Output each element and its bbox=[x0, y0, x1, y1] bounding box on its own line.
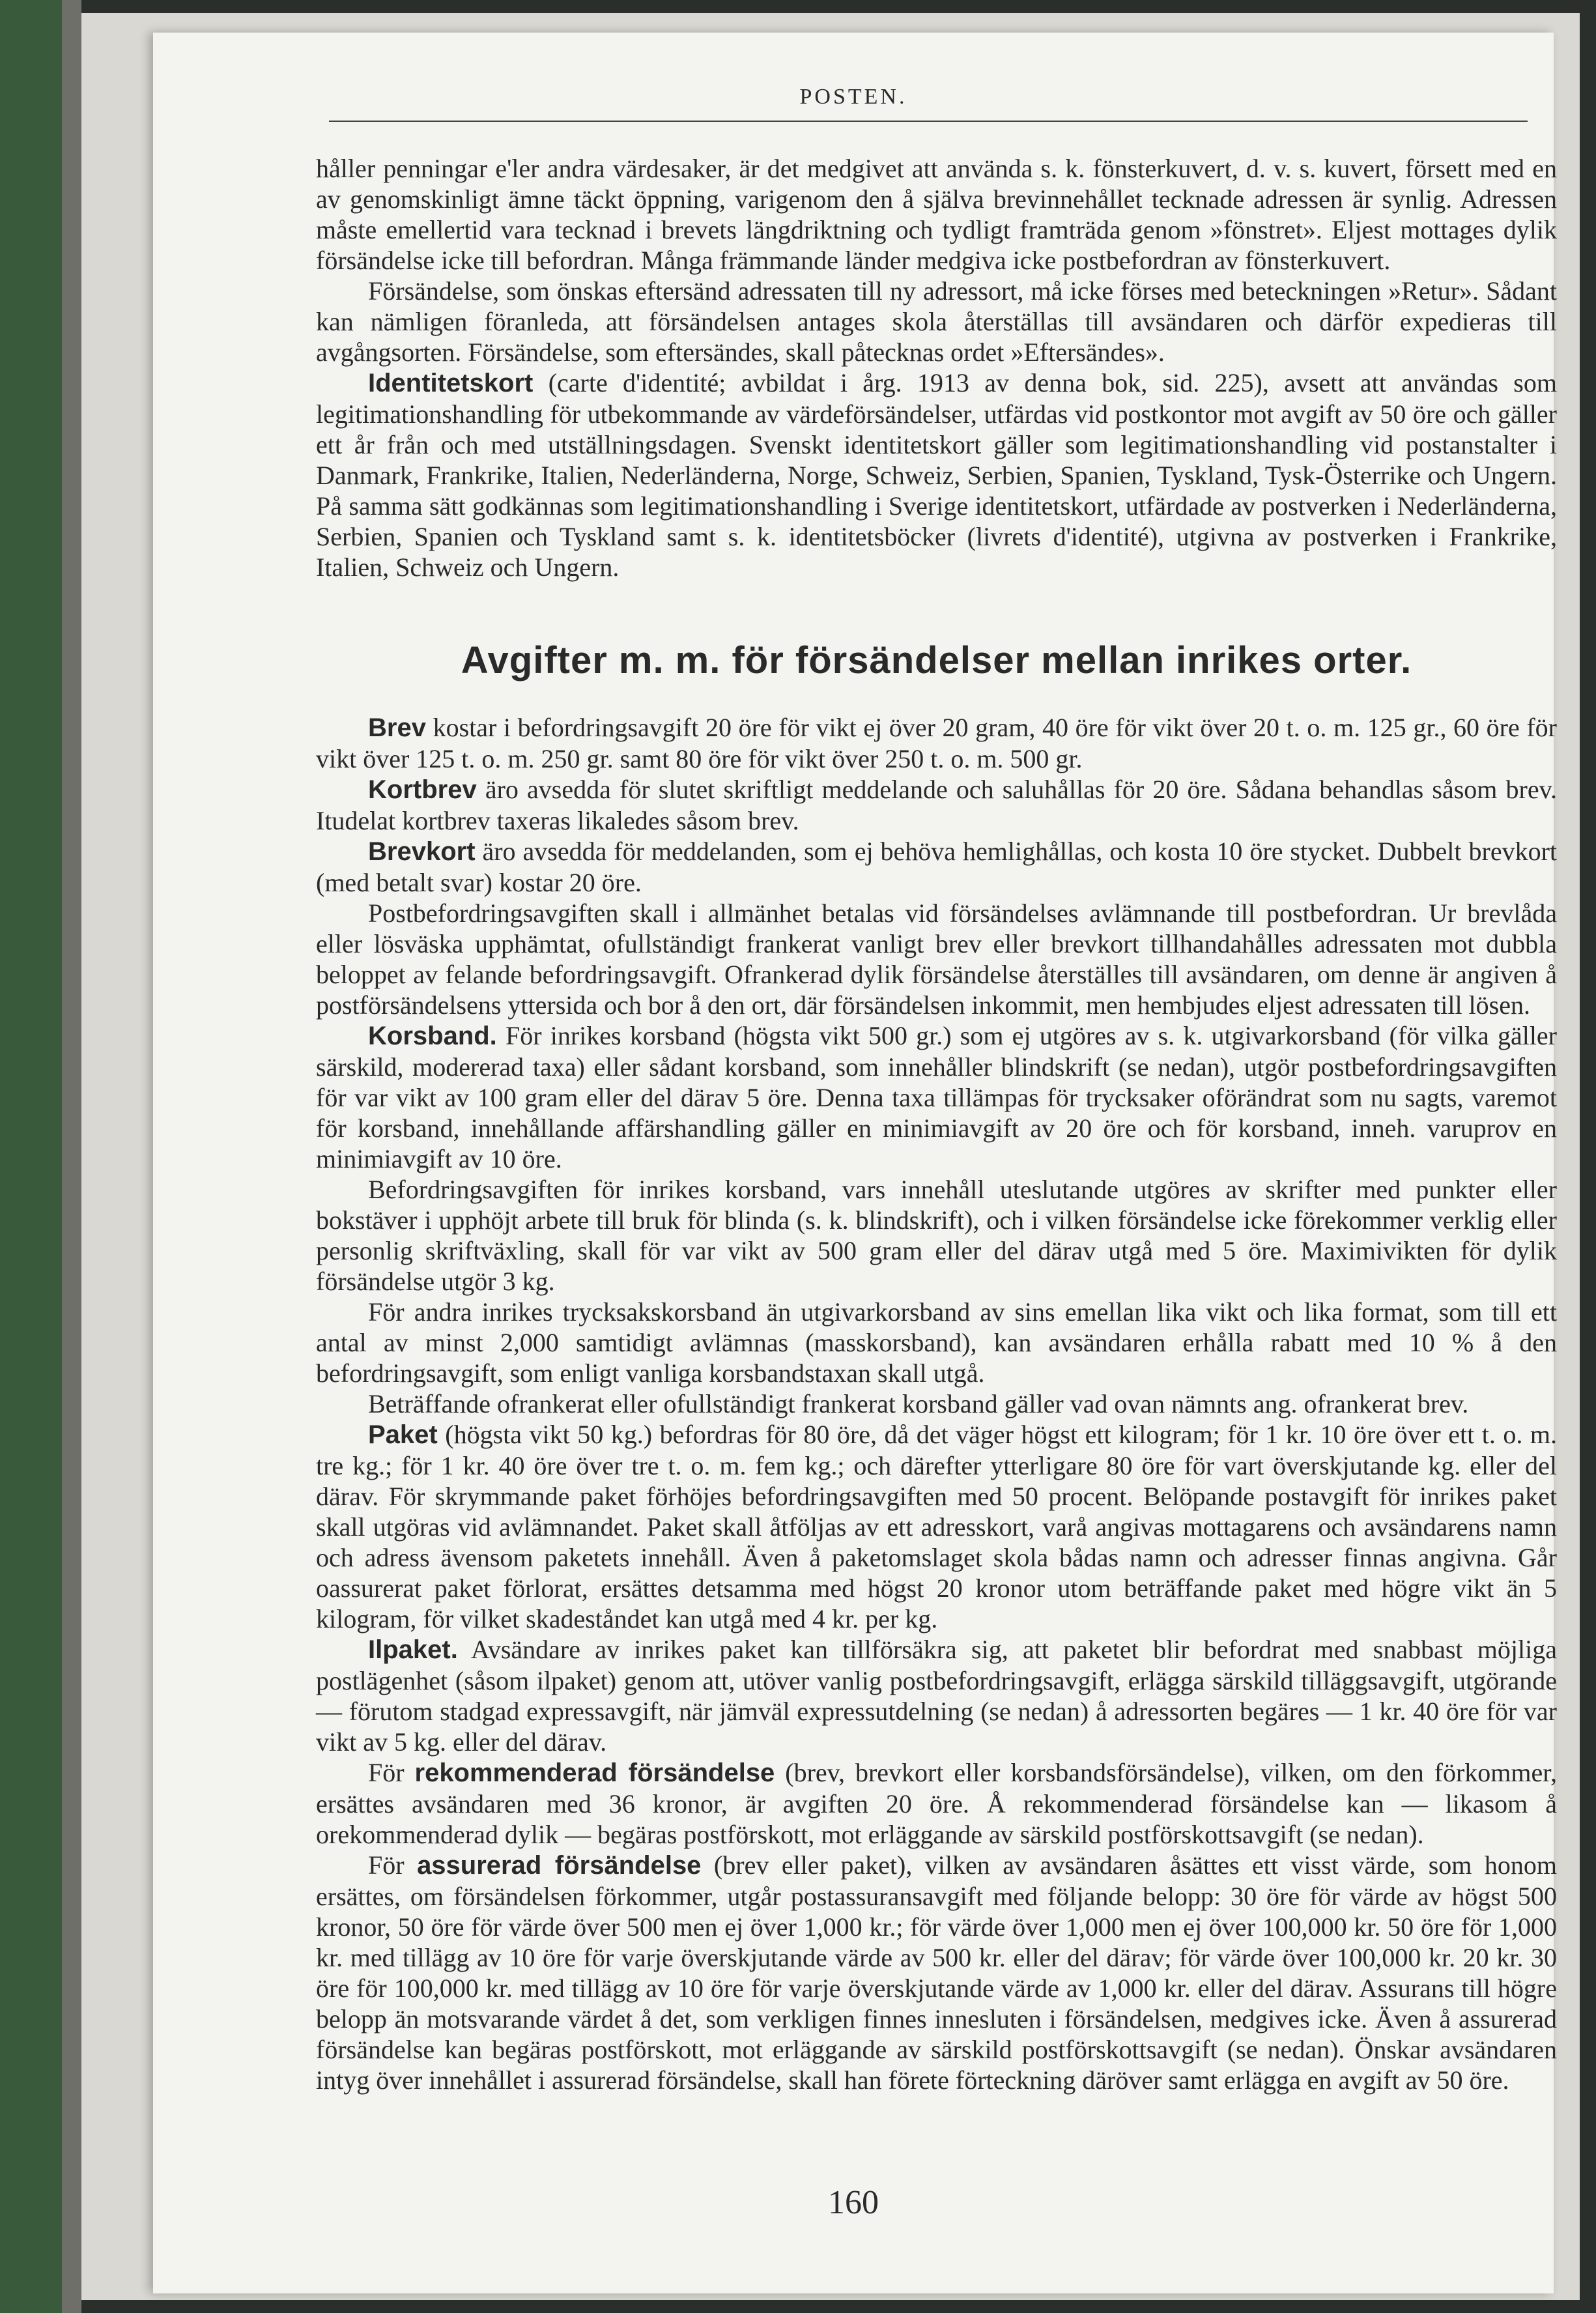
page-text bbox=[316, 153, 1557, 2095]
paragraph: Postbefordringsavgiften skall i allmänhet betalas vid försändelses avlämnande till postbefordran. Ur brevlåda eller lösväska upphämtat, ofullständigt frankerat vanligt brev eller brevkort tillhandahålles adressaten mot dubbla beloppet av felande befordringsavgift. Ofrankerad dylik försändelse återställes till avsändaren, om denne är angiven å postförsändelsens yttersida och bor å den ort, där försändelsen inkommit, men hembjudes eljest adressaten till lösen. bbox=[316, 898, 1557, 1020]
paragraph-lead: Kortbrev bbox=[368, 775, 477, 804]
paragraph-lead: Ilpaket. bbox=[368, 1635, 458, 1664]
section-title: Avgifter m. m. för försändelser mellan inrikes orter. bbox=[461, 639, 1412, 682]
paragraph: Korsband. För inrikes korsband (högsta vikt 500 gr.) som ej utgöres av s. k. utgivarkorsband (för vilka gäller särskild, modererad taxa) eller sådant korsband, som innehåller blindskrift (se nedan), utgör postbefordringsavgiften för var vikt av 100 gram eller del därav 5 öre. Denna taxa tillämpas för trycksaker oförändrat som nu sagts, varemot för korsband, innehållande affärshandling gäller en minimiavgift av 20 öre och för korsband, inneh. varuprov en minimiavgift av 10 öre. bbox=[316, 1021, 1557, 1173]
book-cover bbox=[0, 0, 62, 2313]
paragraph-lead: Paket bbox=[368, 1420, 438, 1449]
paragraph: Identitetskort (carte d'identité; avbildat i årg. 1913 av denna bok, sid. 225), avsett att användas som legitimationshandling för utbekommande av värdeförsändelser, utfärdas vid postkontor mot avgift av 50 öre och gäller ett år från och med utställningsdagen. Svenskt identitetskort gäller som legitimationshandling vid postanstalter i Danmark, Frankrike, Italien, Nederländerna, Norge, Schweiz, Serbien, Spanien, Tyskland, Tysk-Österrike och Ungern. På samma sätt godkännas som legitimationshandling i Sverige identitetskort, utfärdade av postverken i Nederländerna, Serbien, Spanien och Tyskland samt s. k. identitetsböcker (livrets d'identité), utgivna av postverken i Frankrike, Italien, Schweiz och Ungern. bbox=[316, 368, 1557, 582]
running-head: POSTEN. bbox=[799, 85, 907, 109]
paragraph: För andra inrikes trycksakskorsband än utgivarkorsband av sins emellan lika vikt och lika format, som till ett antal av minst 2,000 samtidigt avlämnas (masskorsband), kan avsändaren erhålla rabatt med 10 % å den befordringsavgift, som enligt vanliga korsbandstaxan skall utgå. bbox=[316, 1297, 1557, 1388]
book-page bbox=[153, 33, 1557, 2293]
paragraph: Brevkort äro avsedda för meddelanden, som ej behöva hemlighållas, och kosta 10 öre stycket. Dubbelt brevkort (med betalt svar) kostar 20 öre. bbox=[316, 837, 1557, 897]
paragraph: Ilpaket. Avsändare av inrikes paket kan tillförsäkra sig, att paketet blir befordrat med snabbast möjliga postlägenhet (såsom ilpaket) genom att, utöver vanlig postbefordringsavgift, erlägga särskild tilläggsavgift, utgörande — förutom stadgad expressavgift, när jämväl expressutdelning (se nedan) å adressorten begäres — 1 kr. 40 öre för var vikt av 5 kg. eller del därav. bbox=[316, 1635, 1557, 1757]
page-number: 160 bbox=[828, 2184, 879, 2221]
book-spine-edge bbox=[62, 0, 81, 2313]
paragraph: Kortbrev äro avsedda för slutet skriftligt meddelande och saluhållas för 20 öre. Sådana behandlas såsom brev. Itudelat kortbrev taxeras likaledes såsom brev. bbox=[316, 775, 1557, 835]
paragraph-lead: assurerad försändelse bbox=[417, 1851, 702, 1880]
paragraph-lead: Brev bbox=[368, 713, 426, 742]
paragraph-lead: Identitetskort bbox=[368, 369, 534, 397]
paragraph-lead: Brevkort bbox=[368, 837, 476, 866]
paragraph-lead: Korsband. bbox=[368, 1022, 497, 1050]
paragraph: För rekommenderad försändelse (brev, brevkort eller korsbandsförsändelse), vilken, om den förkommer, ersättes avsändaren med 36 kronor, är avgiften 20 öre. Å rekommenderad försändelse kan — likasom å orekommenderad dylik — begäras postförskott, mot erläggande av särskild postförskottsavgift (se nedan). bbox=[316, 1758, 1557, 1849]
paragraph: För assurerad försändelse (brev eller paket), vilken av avsändaren åsättes ett visst värde, som honom ersättes, om försändelsen förkommer, utgår postassuransavgift med följande belopp: 30 öre för värde av högst 500 kronor, 50 öre för värde över 500 men ej över 1,000 kr.; för värde över 1,000 men ej över 100,000 kr. 50 öre för 1,000 kr. med tillägg av 10 öre för varje överskjutande värde av 500 kr. eller del därav; för värde över 100,000 kr. 20 kr. 30 öre för 100,000 kr. med tillägg av 10 öre för varje överskjutande värde av 1,000 kr. eller del därav. Assurans till högre belopp än motsvarande värdet å det, som verkligen finnes innesluten i försändelsen, medgives icke. Även å assurerad försändelse kan begäras postförskott, mot erläggande av särskild postförskottsavgift (se nedan). Önskar avsändaren intyg över innehållet i assurerad försändelse, skall han förete förteckning däröver samt erlägga en avgift av 50 öre. bbox=[316, 1850, 1557, 2095]
paragraph-lead: rekommenderad försändelse bbox=[414, 1759, 775, 1787]
paragraph: Befordringsavgiften för inrikes korsband, vars innehåll uteslutande utgöres av skrifter med punkter eller bokstäver i upphöjt arbete till bruk för blinda (s. k. blindskrift), och i vilken försändelse icke förekommer verklig eller personlig skriftväxling, skall för var vikt av 500 gram eller del därav utgå med 5 öre. Maximivikten för dylik försändelse utgör 3 kg. bbox=[316, 1175, 1557, 1296]
paragraph: håller penningar e'ler andra värdesaker, är det medgivet att använda s. k. fönsterkuvert, d. v. s. kuvert, försett med en av genomskinligt ämne täckt öppning, varigenom den å själva brevinnehållet tecknade adressen är synlig. Adressen måste emellertid vara tecknad i brevets längdriktning och tydligt framträda genom »fönstret». Eljest mottages dylik försändelse icke till befordran. Många främmande länder medgiva icke postbefordran av fönsterkuvert. bbox=[316, 154, 1557, 275]
paragraph: Beträffande ofrankerat eller ofullständigt frankerat korsband gäller vad ovan nämnts ang. ofrankerat brev. bbox=[368, 1389, 1469, 1418]
paragraph: Paket (högsta vikt 50 kg.) befordras för 80 öre, då det väger högst ett kilogram; för 1 kr. 10 öre över ett t. o. m. tre kg.; för 1 kr. 40 öre över tre t. o. m. fem kg.; och därefter ytterligare 80 öre för vart överskjutande kg. eller del därav. För skrymmande paket förhöjes befordringsavgiften med 50 procent. Belöpande postavgift för inrikes paket skall utgöras vid avlämnandet. Paket skall åtföljas av ett adresskort, varå angivas mottagarens och avsändarens namn och adress ävensom paketets innehåll. Även å paketomslaget skola bådas namn och adresser finnas angivna. Går oassurerat paket förlorat, ersättes detsamma med högst 20 kronor utom beträffande paket med högre vikt än 5 kilogram, för vilket skadeståndet kan utgå med 4 kr. per kg. bbox=[316, 1420, 1557, 1633]
paragraph: Försändelse, som önskas eftersänd adressaten till ny adressort, må icke förses med beteckningen »Retur». Sådant kan nämligen föranleda, att försändelsen antages skola återställas till avsändaren och därför expedieras till avgångsorten. Försändelse, som eftersändes, skall påtecknas ordet »Eftersändes». bbox=[316, 276, 1557, 367]
header-rule bbox=[329, 121, 1528, 122]
paragraph: Brev kostar i befordringsavgift 20 öre för vikt ej över 20 gram, 40 öre för vikt över 20 t. o. m. 125 gr., 60 öre för vikt över 125 t. o. m. 250 gr. samt 80 öre för vikt över 250 t. o. m. 500 gr. bbox=[316, 713, 1557, 773]
